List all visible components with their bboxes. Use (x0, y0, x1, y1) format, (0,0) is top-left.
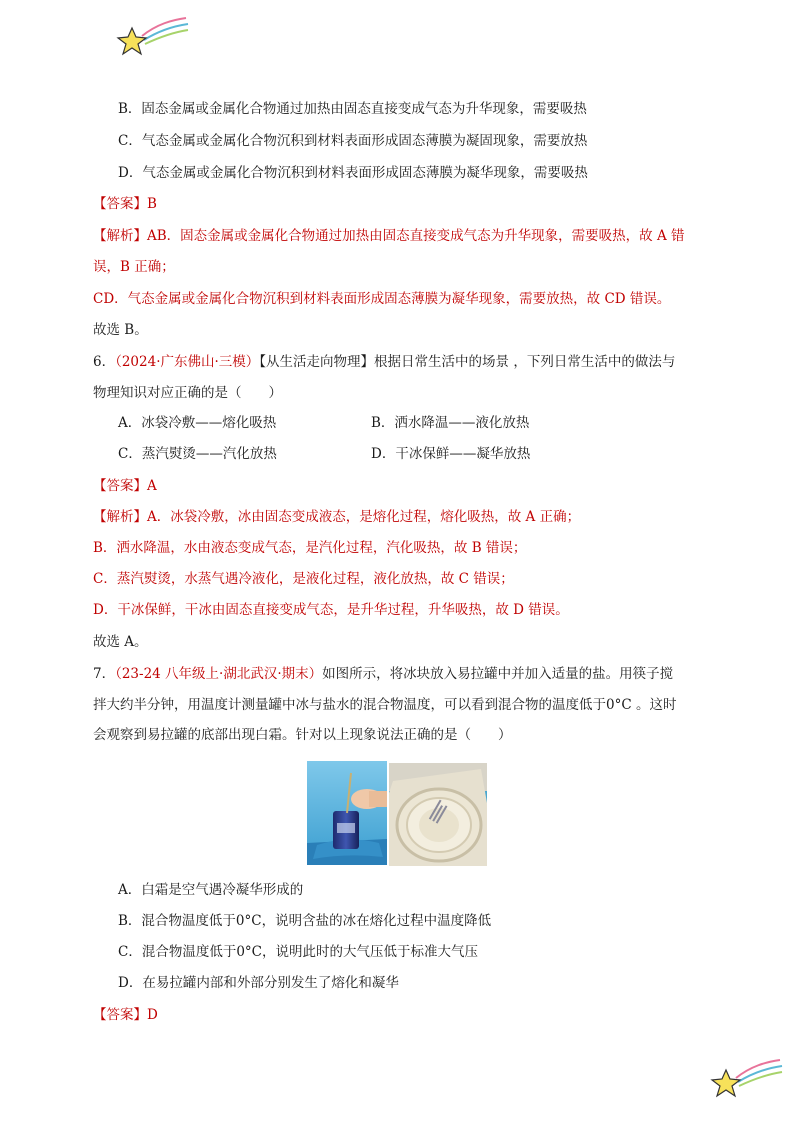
question-source: （2024·广东佛山·三模） (115, 354, 260, 370)
q6-analysis-line-4: D．干冰保鲜，干冰由固态直接变成气态，是升华过程，升华吸热，故 D 错误。 (93, 602, 569, 618)
q5-option-d: D．气态金属或金属化合物沉积到材料表面形成固态薄膜为凝华现象，需要吸热 (118, 165, 588, 181)
q6-option-b: B．洒水降温——液化放热 (371, 415, 530, 431)
can-stirring-photo (307, 761, 387, 865)
q5-option-c: C．气态金属或金属化合物沉积到材料表面形成固态薄膜为凝固现象，需要放热 (118, 133, 588, 149)
q5-option-b: B．固态金属或金属化合物通过加热由固态直接变成气态为升华现象，需要吸热 (118, 101, 587, 117)
question-stem: 如图所示，将冰块放入易拉罐中并加入适量的盐。用筷子搅 (322, 666, 674, 682)
q6-stem-line-1 (93, 352, 675, 372)
q6-analysis-line-3: C．蒸汽熨烫，水蒸气遇冷液化，是液化过程，液化放热，故 C 错误； (93, 571, 514, 587)
q5-analysis-line-1: 【解析】AB．固态金属或金属化合物通过加热由固态直接变成气态为升华现象，需要吸热，故 A 错 (93, 228, 685, 244)
question-number: 6． (93, 354, 116, 370)
shooting-star-icon (112, 14, 192, 58)
q7-option-d: D．在易拉罐内部和外部分别发生了熔化和凝华 (118, 975, 399, 991)
q6-stem-line-2: 物理知识对应正确的是（ ） (93, 385, 282, 401)
q5-answer: 【答案】B (93, 196, 157, 212)
frosted-can-bottom-photo (389, 763, 487, 866)
q5-conclusion: 故选 B。 (93, 322, 148, 338)
q7-stem-line-1 (93, 664, 673, 684)
q6-option-d: D．干冰保鲜——凝华放热 (371, 446, 531, 462)
question-number: 7． (93, 666, 116, 682)
q7-option-c: C．混合物温度低于0°C，说明此时的大气压低于标准大气压 (118, 944, 478, 960)
q6-conclusion: 故选 A。 (93, 634, 148, 650)
q6-option-c: C．蒸汽熨烫——汽化放热 (118, 446, 277, 462)
q6-analysis-line-1: 【解析】A．冰袋冷敷，冰由固态变成液态，是熔化过程，熔化吸热，故 A 正确； (93, 509, 581, 525)
q6-option-a: A．冰袋冷敷——熔化吸热 (118, 415, 277, 431)
q5-analysis-line-2: 误，B 正确； (93, 259, 175, 275)
q7-option-b: B．混合物温度低于0°C，说明含盐的冰在熔化过程中温度降低 (118, 913, 492, 929)
q7-option-a: A．白霜是空气遇冷凝华形成的 (118, 882, 304, 898)
question-stem: 【从生活走向物理】根据日常生活中的场景 ，下列日常生活中的做法与 (259, 354, 676, 370)
shooting-star-icon (706, 1056, 786, 1100)
q7-stem-line-3: 会观察到易拉罐的底部出现白霜。针对以上现象说法正确的是（ ） (93, 727, 512, 743)
question-source: （23-24 八年级上·湖北武汉·期末） (115, 666, 323, 682)
q6-analysis-line-2: B．洒水降温，水由液态变成气态，是汽化过程，汽化吸热，故 B 错误； (93, 540, 527, 556)
q5-analysis-line-3: CD．气态金属或金属化合物沉积到材料表面形成固态薄膜为凝华现象，需要放热，故 CD 错误。 (93, 291, 671, 307)
q7-stem-line-2: 拌大约半分钟，用温度计测量罐中冰与盐水的混合物温度，可以看到混合物的温度低于0°C 。这时 (93, 697, 677, 713)
q6-answer: 【答案】A (93, 478, 157, 494)
q7-answer: 【答案】D (93, 1007, 158, 1023)
